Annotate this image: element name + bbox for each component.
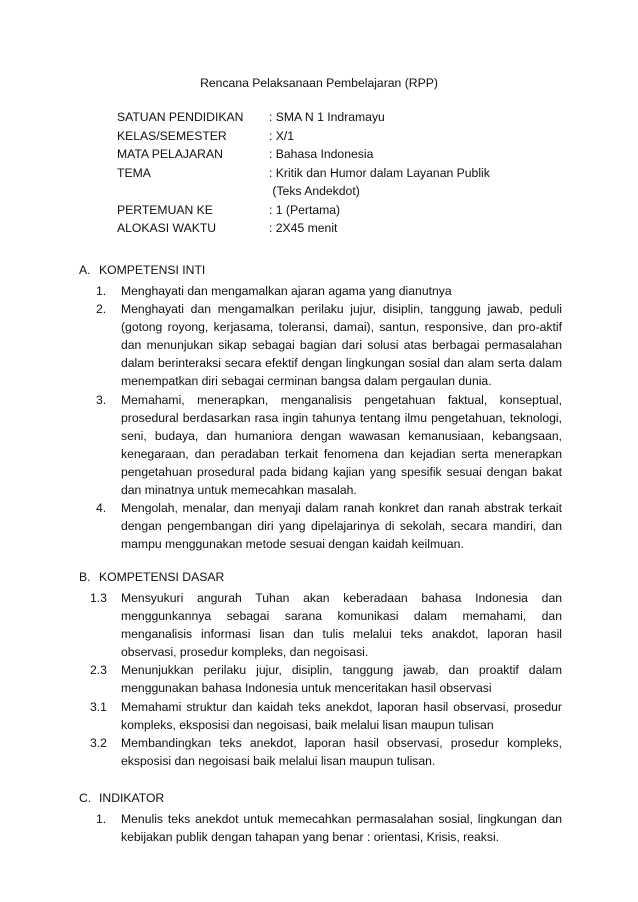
section-heading (79, 791, 562, 810)
item-text: Mensyukuri angurah Tuhan akan keberadaan bahasa Indonesia dan menggunkannya sebagai sarana komunikasi dalam memahami, dan menganalisis informasi lisan dan tulis melalui teks anakdot, laporan hasil observasi, prosedur kompleks, dan negoisasi. (121, 591, 562, 660)
section-letter: C. (79, 791, 92, 805)
item-number: 3.1 (90, 699, 107, 714)
section-letter: B. (79, 570, 91, 584)
section-title: KOMPETENSI INTI (99, 263, 206, 277)
item-number: 1. (96, 812, 107, 826)
identity-label: SATUAN PENDIDIKAN (117, 110, 244, 124)
item-text: Menghayati dan mengamalkan ajaran agama yang dianutnya (121, 284, 452, 298)
item-text: Mengolah, menalar, dan menyaji dalam ranah konkret dan ranah abstrak terkait dengan pengembangan diri yang dipelajarinya di sekolah, secara mandiri, dan mampu menggunakan metode sesuai dengan kaidah keilmuan. (121, 501, 562, 552)
identity-value: : 2X45 menit (269, 221, 338, 235)
list-item (79, 300, 562, 390)
identity-value: (Teks Andekdot) (269, 184, 360, 198)
item-number: 2. (96, 302, 107, 317)
section-title: KOMPETENSI DASAR (99, 570, 225, 584)
identity-label: TEMA (117, 165, 151, 180)
section-heading (79, 570, 562, 589)
document-title: Rencana Pelaksanaan Pembelajaran (RPP) (200, 76, 438, 90)
section-kompetensi-dasar (79, 570, 562, 770)
section-title: INDIKATOR (99, 791, 165, 805)
list-item (79, 282, 562, 300)
item-text: Memahami struktur dan kaidah teks anekdot, laporan hasil observasi, prosedur kompleks, eksposisi dan negoisasi, baik melalui lisan maupun tulisan (121, 699, 562, 732)
identity-value: : Kritik dan Humor dalam Layanan Publik (269, 165, 490, 180)
identity-value: : SMA N 1 Indramayu (269, 110, 385, 124)
identity-value: : X/1 (269, 128, 295, 143)
item-text: Menghayati dan mengamalkan perilaku jujur, disiplin, tanggung jawab, peduli (gotong royong, kerjasama, toleransi, damai), santun, responsive, dan pro-aktif dan menunjukan sikap sebagai bagian dari solusi atas berbagai permasalahan dalam berinteraksi secara efektif dengan lingkungan sosial dan alam serta dalam menempatkan diri sebagai cerminan bangsa dalam pergaulan dunia. (121, 302, 562, 389)
item-number: 3.2 (90, 735, 107, 750)
identity-label: MATA PELAJARAN (117, 147, 223, 161)
item-number: 4. (96, 501, 107, 516)
identity-value: : 1 (Pertama) (269, 202, 341, 217)
item-number: 2.3 (90, 663, 107, 678)
item-number: 1.3 (90, 591, 107, 605)
item-number: 1. (96, 284, 107, 298)
item-text: Menulis teks anekdot untuk memecahkan permasalahan sosial, lingkungan dan kebijakan publik dengan tahapan yang benar : orientasi, Krisis, reaksi. (121, 812, 562, 845)
section-letter: A. (79, 263, 91, 277)
list-item (79, 810, 562, 846)
identity-label: PERTEMUAN KE (117, 202, 213, 217)
list-item (79, 499, 562, 553)
section-indikator (79, 791, 562, 846)
item-text: Menunjukkan perilaku jujur, disiplin, tanggung jawab, dan proaktif dalam menggunakan bahasa Indonesia untuk menceritakan hasil observasi (121, 663, 562, 696)
section-kompetensi-inti (79, 263, 562, 553)
identity-value: : Bahasa Indonesia (269, 147, 374, 161)
identity-label: KELAS/SEMESTER (117, 128, 227, 143)
item-number: 3. (96, 392, 107, 407)
identity-label: ALOKASI WAKTU (117, 221, 217, 235)
item-text: Memahami, menerapkan, menganalisis pengetahuan faktual, konseptual, prosedural berdasarkan rasa ingin tahunya tentang ilmu pengetahuan, teknologi, seni, budaya, dan humaniora dengan wawasan kemanusiaan, kebangsaan, kenegaraan, dan peradaban terkait fenomena dan kejadian serta menerapkan pengetahuan prosedural pada bidang kajian yang spesifik sesuai dengan bakat dan minatnya untuk memecahkan masalah. (121, 392, 562, 498)
list-item (79, 661, 562, 697)
list-item (79, 391, 562, 500)
section-heading (79, 263, 562, 282)
list-item (79, 698, 562, 734)
list-item (79, 589, 562, 661)
item-text: Membandingkan teks anekdot, laporan hasil observasi, prosedur kompleks, eksposisi dan negoisasi baik melalui lisan maupun tulisan. (121, 735, 562, 768)
list-item (79, 734, 562, 770)
